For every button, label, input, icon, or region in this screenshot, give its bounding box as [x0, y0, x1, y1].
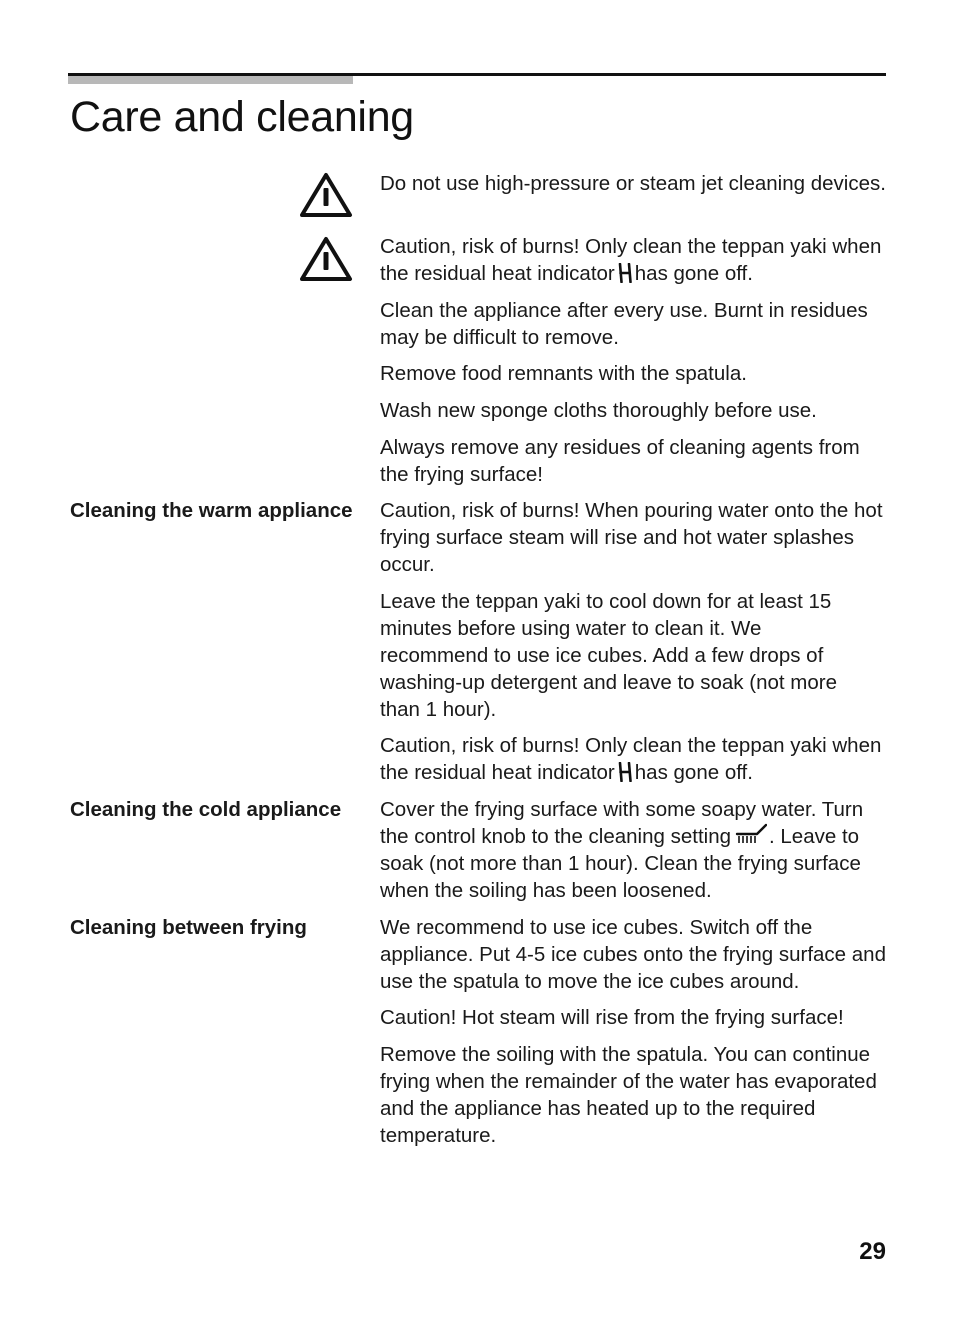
- section-heading-between: Cleaning between frying: [70, 916, 307, 939]
- section-heading-warm: Cleaning the warm appliance: [70, 499, 353, 522]
- between-paragraph: Remove the soiling with the spatula. You can continue frying when the remainder of the water has evaporated and the appliance has heated up to the required temperature.: [380, 1043, 877, 1147]
- header-accent-bar: [68, 76, 353, 84]
- cold-paragraph: Cover the frying surface with some soapy water. Turn the control knob to the cleaning setting . Leave to soak (not more than 1 hour). Clean the frying surface when the soiling has been loosened.: [380, 798, 864, 902]
- intro-paragraph: Do not use high-pressure or steam jet cleaning devices.: [380, 172, 886, 195]
- intro-paragraph: Caution, risk of burns! Only clean the teppan yaki when the residual heat indicator has gone off.: [380, 235, 882, 285]
- page-number: 29: [859, 1238, 886, 1265]
- intro-paragraph: Clean the appliance after every use. Burnt in residues may be difficult to remove.: [380, 299, 868, 349]
- warm-paragraph: Leave the teppan yaki to cool down for at least 15 minutes before using water to clean it. We recommend to use ice cubes. Add a few drops of washing-up detergent and leave to soak (not more than 1 hour).: [380, 590, 837, 721]
- warning-triangle-icon: [298, 234, 354, 284]
- warm-paragraph: Caution, risk of burns! Only clean the teppan yaki when the residual heat indicator has gone off.: [380, 734, 882, 784]
- between-paragraph: We recommend to use ice cubes. Switch off the appliance. Put 4-5 ice cubes onto the frying surface and use the spatula to move the ice cubes around.: [380, 916, 886, 993]
- intro-paragraph: Always remove any residues of cleaning agents from the frying surface!: [380, 436, 860, 486]
- intro-paragraph: Remove food remnants with the spatula.: [380, 362, 747, 385]
- residual-heat-indicator-icon: [618, 762, 632, 782]
- between-paragraph: Caution! Hot steam will rise from the frying surface!: [380, 1006, 844, 1029]
- section-heading-cold: Cleaning the cold appliance: [70, 798, 342, 821]
- cleaning-setting-icon: [735, 823, 767, 845]
- page-title: Care and cleaning: [70, 93, 414, 141]
- warning-triangle-icon: [298, 170, 354, 220]
- intro-paragraph: Wash new sponge cloths thoroughly before use.: [380, 399, 817, 422]
- residual-heat-indicator-icon: [618, 263, 632, 283]
- warm-paragraph: Caution, risk of burns! When pouring water onto the hot frying surface steam will rise and hot water splashes occur.: [380, 499, 883, 576]
